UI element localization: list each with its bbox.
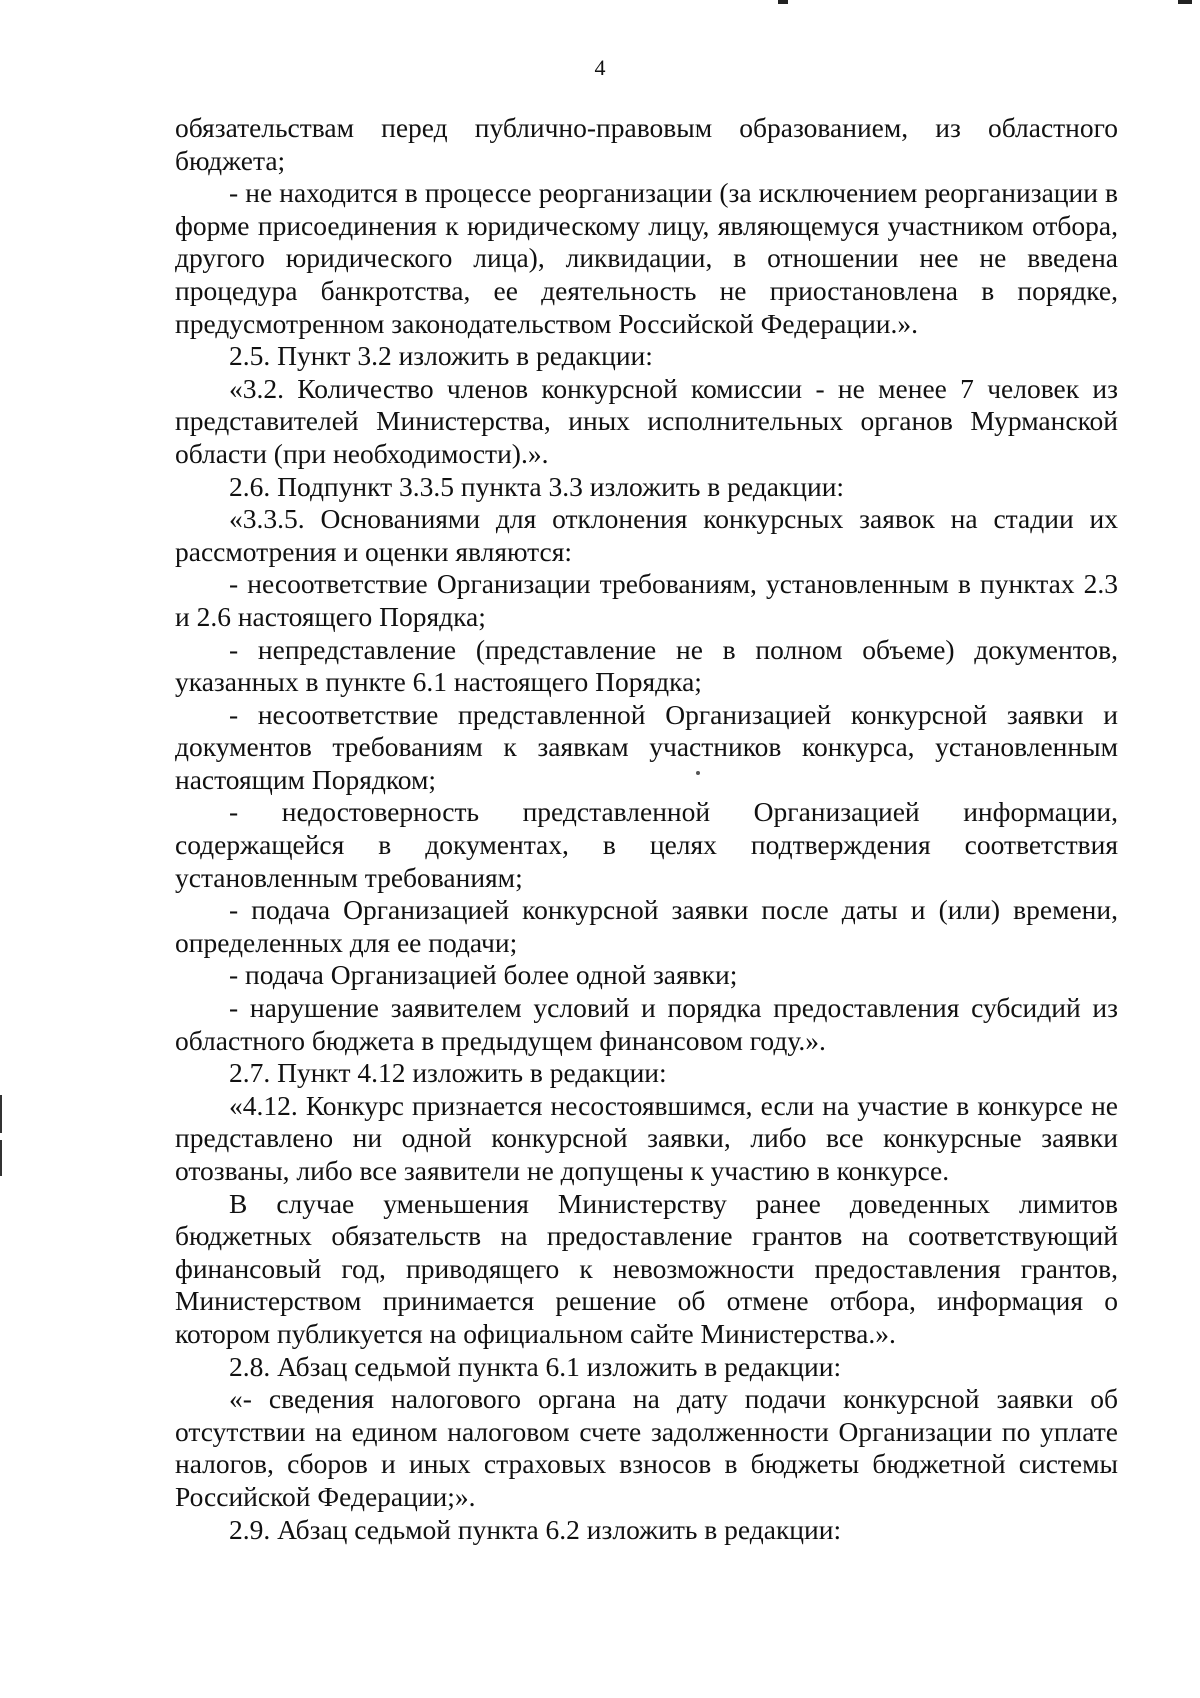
paragraph: 2.8. Абзац седьмой пункта 6.1 изложить в редакции:: [229, 1350, 842, 1382]
paragraph: «- сведения налогового органа на дату подачи конкурсной заявки об отсутствии на едином налоговом счете задолженности Организации по уплате налогов, сборов и иных страховых взносов в бюджеты бюджетной системы Российской Федерации;».: [175, 1383, 1118, 1512]
paragraph: - несоответствие представленной Организацией конкурсной заявки и документов требованиям к заявкам участников конкурса, установленным настоящим Порядком;: [175, 698, 1118, 795]
paragraph: - не находится в процессе реорганизации (за исключением реорганизации в форме присоединения к юридическому лицу, являющемуся участником отбора, другого юридического лица), ликвидации, в отношении нее не введена процедура банкротства, ее деятельность не приостановлена в порядке, предусмотренном законодательством Российской Федерации.».: [175, 177, 1118, 339]
paragraph: В случае уменьшения Министерству ранее доведенных лимитов бюджетных обязательств на предоставление грантов на соответствующий финансовый год, приводящего к невозможности предоставления грантов, Министерством принимается решение об отмене отбора, информация о котором публикуется на официальном сайте Министерства.».: [175, 1187, 1118, 1349]
paragraph: - недостоверность представленной Организацией информации, содержащейся в документах, в целях подтверждения соответствия установленным требованиям;: [175, 796, 1118, 893]
scan-artifact: [1178, 0, 1192, 4]
scan-edge-mark: [0, 1095, 2, 1133]
paragraph: «4.12. Конкурс признается несостоявшимся, если на участие в конкурсе не представлено ни одной конкурсной заявки, либо все конкурсные заявки отозваны, либо все заявители не допущены к участию в конкурсе.: [175, 1089, 1118, 1186]
scan-artifact: [778, 0, 788, 4]
paragraph: обязательствам перед публично-правовым образованием, из областного бюджета;: [175, 112, 1118, 176]
paragraph: 2.5. Пункт 3.2 изложить в редакции:: [229, 340, 653, 372]
paragraph: 2.7. Пункт 4.12 изложить в редакции:: [229, 1057, 667, 1089]
paragraph: «3.3.5. Основаниями для отклонения конкурсных заявок на стадии их рассмотрения и оценки являются:: [175, 503, 1118, 567]
paragraph: - несоответствие Организации требованиям, установленным в пунктах 2.3 и 2.6 настоящего Порядка;: [175, 568, 1118, 632]
paragraph: 2.9. Абзац седьмой пункта 6.2 изложить в редакции:: [229, 1513, 842, 1545]
paragraph: - подача Организацией конкурсной заявки после даты и (или) времени, определенных для ее подачи;: [175, 894, 1118, 958]
paragraph: - нарушение заявителем условий и порядка предоставления субсидий из областного бюджета в предыдущем финансовом году.».: [175, 992, 1118, 1056]
page-number: 4: [594, 55, 606, 80]
paragraph: «3.2. Количество членов конкурсной комиссии - не менее 7 человек из представителей Министерства, иных исполнительных органов Мурманской области (при необходимости).».: [175, 372, 1118, 469]
document-body: [175, 112, 1118, 1546]
paragraph: - непредставление (представление не в полном объеме) документов, указанных в пункте 6.1 настоящего Порядка;: [175, 633, 1118, 698]
paragraph: 2.6. Подпункт 3.3.5 пункта 3.3 изложить в редакции:: [229, 470, 845, 502]
paragraph: - подача Организацией более одной заявки;: [229, 959, 738, 991]
scan-edge-mark: [0, 1140, 2, 1176]
